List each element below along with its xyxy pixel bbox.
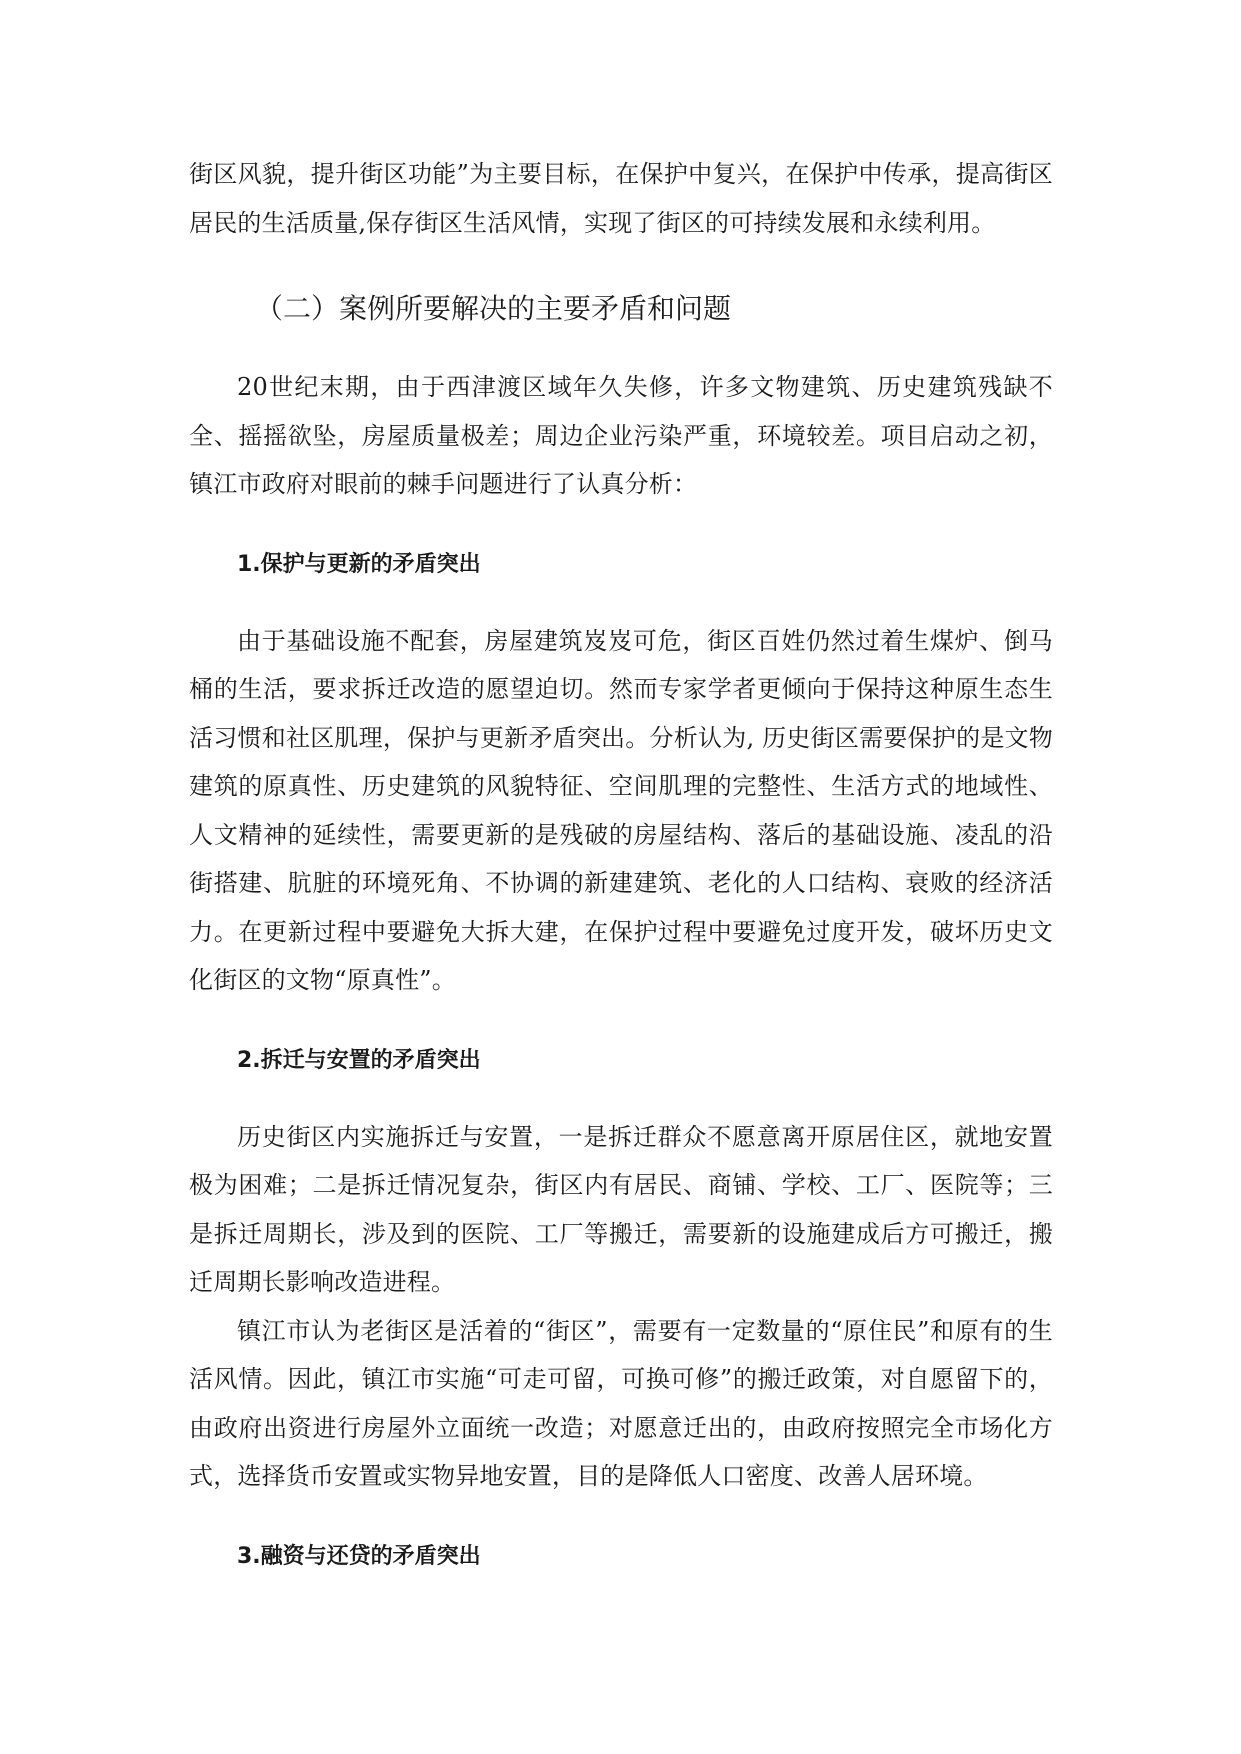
subsection-paragraph-2a: 历史街区内实施拆迁与安置，一是拆迁群众不愿意离开原居住区，就地安置极为困难；二是拆迁情况复杂，街区内有居民、商铺、学校、工厂、医院等；三是拆迁周期长，涉及到的医院、工厂等搬迁，需要新的设施建成后方可搬迁，搬迁周期长影响改造进程。: [189, 1122, 1053, 1296]
subsection-heading-3: 3.融资与还贷的矛盾突出: [237, 1543, 481, 1569]
subsection-heading-2: 2.拆迁与安置的矛盾突出: [237, 1047, 481, 1073]
document-body: [189, 150, 1053, 1609]
subsection-paragraph-2b: 镇江市认为老街区是活着的“街区”，需要有一定数量的“原住民”和原有的生活风情。因此，镇江市实施“可走可留，可换可修”的搬迁政策，对自愿留下的，由政府出资进行房屋外立面统一改造；对愿意迁出的，由政府按照完全市场化方式，选择货币安置或实物异地安置，目的是降低人口密度、改善人居环境。: [189, 1316, 1053, 1490]
subsection-paragraph-1: 由于基础设施不配套，房屋建筑岌岌可危，街区百姓仍然过着生煤炉、倒马桶的生活，要求拆迁改造的愿望迫切。然而专家学者更倾向于保持这种原生态生活习惯和社区肌理，保护与更新矛盾突出。分析认为, 历史街区需要保护的是文物建筑的原真性、历史建筑的风貌特征、空间肌理的完整性、生活方式的地域性、人文精神的延续性，需要更新的是残破的房屋结构、落后的基础设施、凌乱的沿街搭建、肮脏的环境死角、不协调的新建建筑、老化的人口结构、衰败的经济活力。在更新过程中要避免大拆大建，在保护过程中要避免过度开发，破坏历史文化街区的文物“原真性”。: [189, 626, 1053, 994]
intro-paragraph: 街区风貌，提升街区功能”为主要目标，在保护中复兴，在保护中传承，提高街区居民的生活质量,保存街区生活风情，实现了街区的可持续发展和永续利用。: [189, 160, 1053, 237]
subsection-heading-1: 1.保护与更新的矛盾突出: [237, 551, 481, 577]
section-heading: （二）案例所要解决的主要矛盾和问题: [255, 292, 732, 325]
section-paragraph: 20世纪末期，由于西津渡区域年久失修，许多文物建筑、历史建筑残缺不全、摇摇欲坠，房屋质量极差；周边企业污染严重，环境较差。项目启动之初，镇江市政府对眼前的棘手问题进行了认真分析：: [189, 373, 1053, 498]
